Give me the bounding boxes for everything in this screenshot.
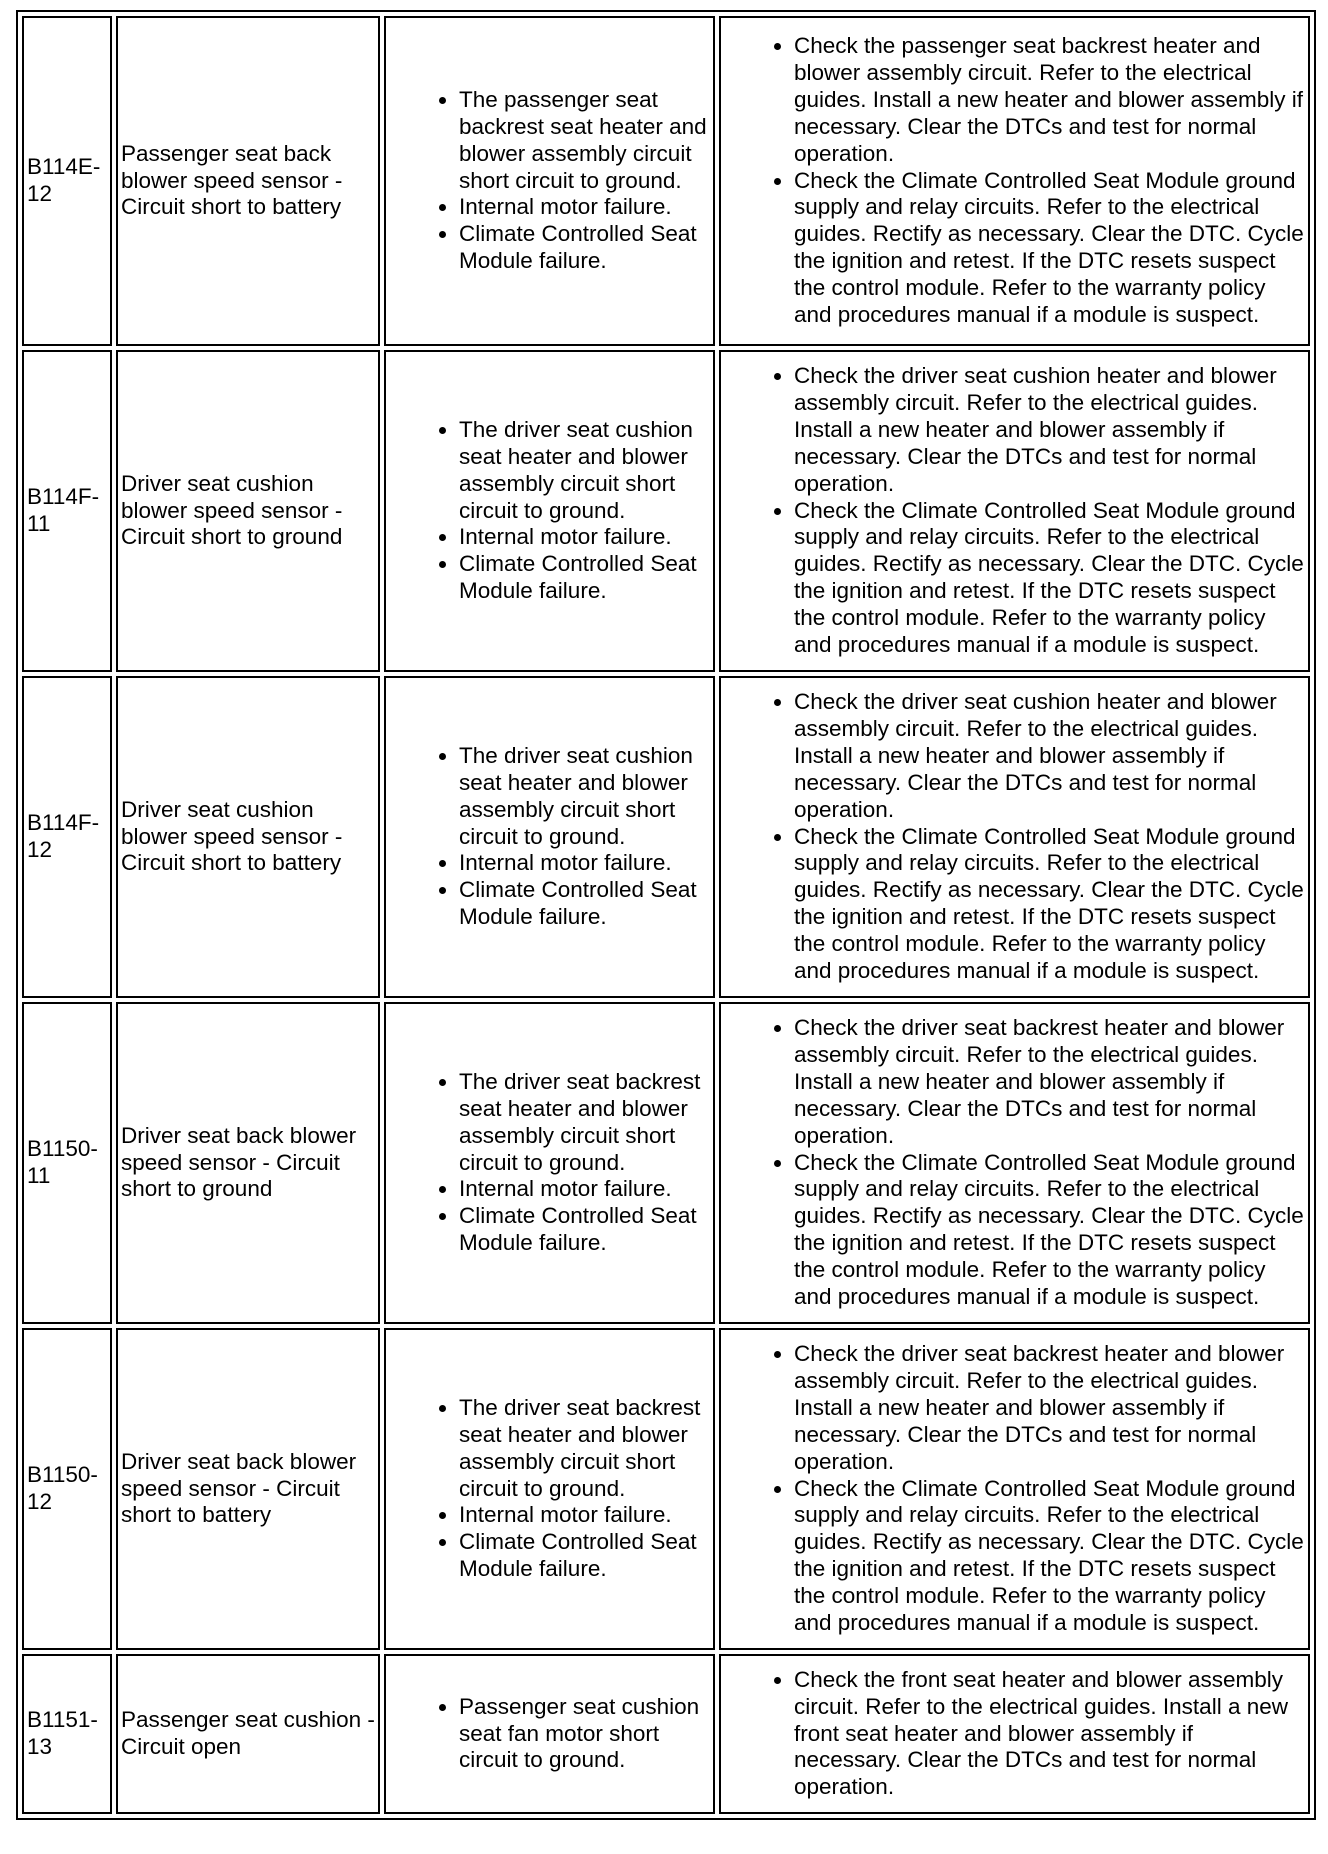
possible-causes — [384, 1328, 715, 1650]
possible-causes — [384, 1654, 715, 1814]
cause-item: • Internal motor failure. — [459, 1176, 710, 1203]
table-row — [22, 676, 1310, 998]
possible-causes — [384, 16, 715, 346]
cause-item: • The passenger seat backrest seat heater and blower assembly circuit short circuit to ground. — [459, 87, 710, 195]
possible-causes — [384, 1002, 715, 1324]
cause-item: • The driver seat backrest seat heater and blower assembly circuit short circuit to ground. — [459, 1395, 710, 1503]
action-item: • Check the driver seat cushion heater and blower assembly circuit. Refer to the electrical guides. Install a new heater and blower assembly if necessary. Clear the DTCs and test for normal operation. — [794, 689, 1305, 824]
dtc-description: Driver seat cushion blower speed sensor - Circuit short to ground — [116, 350, 380, 672]
dtc-description: Driver seat back blower speed sensor - Circuit short to ground — [116, 1002, 380, 1324]
dtc-description: Driver seat cushion blower speed sensor - Circuit short to battery — [116, 676, 380, 998]
cause-item: • Internal motor failure. — [459, 524, 710, 551]
action-item: • Check the Climate Controlled Seat Module ground supply and relay circuits. Refer to the electrical guides. Rectify as necessary. Clear the DTC. Cycle the ignition and retest. If the DTC resets suspect the control module. Refer to the warranty policy and procedures manual if a module is suspect. — [794, 168, 1305, 329]
action-item: • Check the driver seat backrest heater and blower assembly circuit. Refer to the electrical guides. Install a new heater and blower assembly if necessary. Clear the DTCs and test for normal operation. — [794, 1341, 1305, 1476]
dtc-code: B1150-12 — [22, 1328, 112, 1650]
cause-item: • The driver seat cushion seat heater and blower assembly circuit short circuit to ground. — [459, 417, 710, 525]
action-item: • Check the Climate Controlled Seat Module ground supply and relay circuits. Refer to the electrical guides. Rectify as necessary. Clear the DTC. Cycle the ignition and retest. If the DTC resets suspect the control module. Refer to the warranty policy and procedures manual if a module is suspect. — [794, 1476, 1305, 1637]
cause-item: • Climate Controlled Seat Module failure. — [459, 551, 710, 605]
action-cell — [719, 16, 1310, 346]
possible-causes — [384, 676, 715, 998]
action-item: • Check the Climate Controlled Seat Module ground supply and relay circuits. Refer to the electrical guides. Rectify as necessary. Clear the DTC. Cycle the ignition and retest. If the DTC resets suspect the control module. Refer to the warranty policy and procedures manual if a module is suspect. — [794, 1150, 1305, 1311]
dtc-description: Driver seat back blower speed sensor - Circuit short to battery — [116, 1328, 380, 1650]
dtc-table-body — [22, 16, 1310, 1814]
dtc-description: Passenger seat cushion - Circuit open — [116, 1654, 380, 1814]
dtc-table — [16, 10, 1316, 1820]
dtc-code: B1150-11 — [22, 1002, 112, 1324]
cause-item: • Climate Controlled Seat Module failure. — [459, 221, 710, 275]
possible-causes — [384, 350, 715, 672]
cause-item: • Internal motor failure. — [459, 850, 710, 877]
action-cell — [719, 1328, 1310, 1650]
action-cell — [719, 676, 1310, 998]
action-cell — [719, 1002, 1310, 1324]
action-item: • Check the passenger seat backrest heater and blower assembly circuit. Refer to the electrical guides. Install a new heater and blower assembly if necessary. Clear the DTCs and test for normal operation. — [794, 33, 1305, 168]
action-item: • Check the Climate Controlled Seat Module ground supply and relay circuits. Refer to the electrical guides. Rectify as necessary. Clear the DTC. Cycle the ignition and retest. If the DTC resets suspect the control module. Refer to the warranty policy and procedures manual if a module is suspect. — [794, 498, 1305, 659]
table-row — [22, 350, 1310, 672]
table-row — [22, 16, 1310, 346]
dtc-code: B114F-11 — [22, 350, 112, 672]
dtc-code: B114F-12 — [22, 676, 112, 998]
cause-item: • Passenger seat cushion seat fan motor short circuit to ground. — [459, 1694, 710, 1775]
dtc-description: Passenger seat back blower speed sensor - Circuit short to battery — [116, 16, 380, 346]
document-page — [16, 10, 1308, 1820]
dtc-code: B114E-12 — [22, 16, 112, 346]
action-item: • Check the driver seat cushion heater and blower assembly circuit. Refer to the electrical guides. Install a new heater and blower assembly if necessary. Clear the DTCs and test for normal operation. — [794, 363, 1305, 498]
cause-item: • The driver seat cushion seat heater and blower assembly circuit short circuit to ground. — [459, 743, 710, 851]
action-item: • Check the front seat heater and blower assembly circuit. Refer to the electrical guides. Install a new front seat heater and blower assembly if necessary. Clear the DTCs and test for normal operation. — [794, 1667, 1305, 1802]
cause-item: • Internal motor failure. — [459, 194, 710, 221]
cause-item: • The driver seat backrest seat heater and blower assembly circuit short circuit to ground. — [459, 1069, 710, 1177]
cause-item: • Climate Controlled Seat Module failure. — [459, 1203, 710, 1257]
dtc-code: B1151-13 — [22, 1654, 112, 1814]
cause-item: • Internal motor failure. — [459, 1502, 710, 1529]
cause-item: • Climate Controlled Seat Module failure. — [459, 1529, 710, 1583]
action-item: • Check the driver seat backrest heater and blower assembly circuit. Refer to the electrical guides. Install a new heater and blower assembly if necessary. Clear the DTCs and test for normal operation. — [794, 1015, 1305, 1150]
action-cell — [719, 1654, 1310, 1814]
action-cell — [719, 350, 1310, 672]
table-row — [22, 1328, 1310, 1650]
cause-item: • Climate Controlled Seat Module failure. — [459, 877, 710, 931]
table-row — [22, 1002, 1310, 1324]
table-row — [22, 1654, 1310, 1814]
action-item: • Check the Climate Controlled Seat Module ground supply and relay circuits. Refer to the electrical guides. Rectify as necessary. Clear the DTC. Cycle the ignition and retest. If the DTC resets suspect the control module. Refer to the warranty policy and procedures manual if a module is suspect. — [794, 824, 1305, 985]
